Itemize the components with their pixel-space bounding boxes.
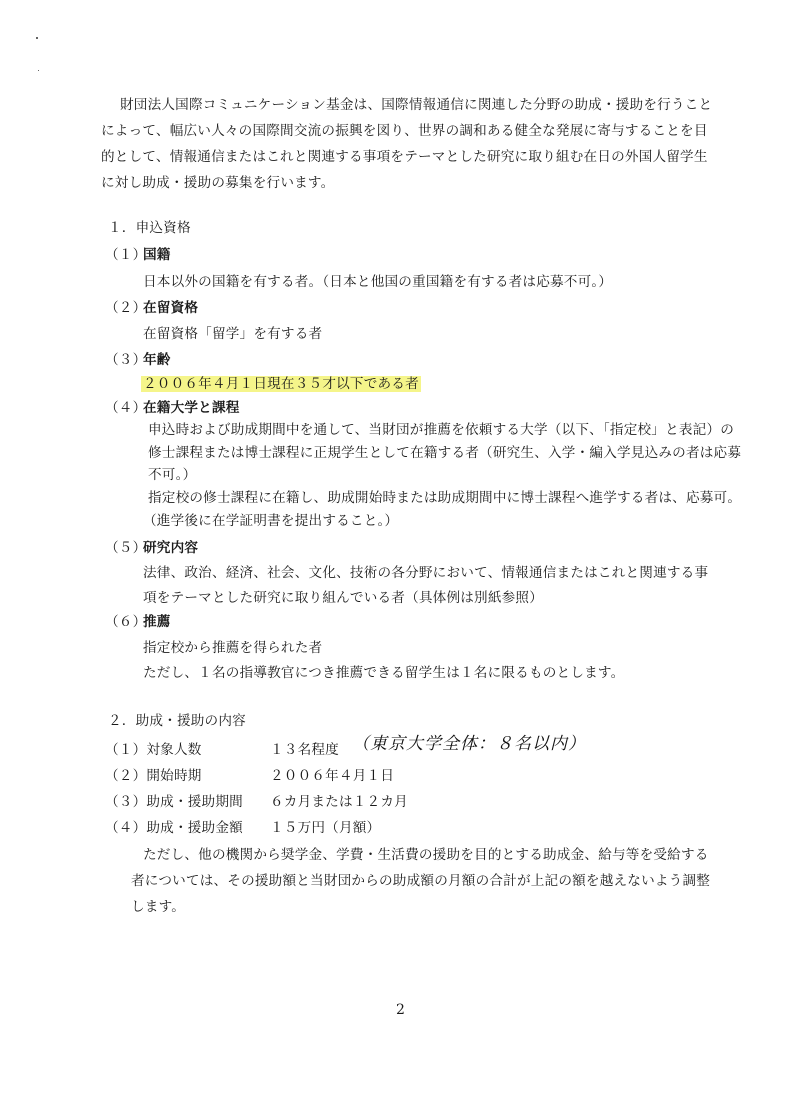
item-body: 項をテーマとした研究に取り組んでいる者（具体例は別紙参照） [143, 590, 544, 606]
intro-line-4: に対し助成・援助の募集を行います。 [101, 175, 335, 191]
note-line: ただし、他の機関から奨学金、学費・生活費の援助を目的とする助成金、給与等を受給する [143, 847, 709, 863]
item-label: （３） [105, 352, 147, 368]
item-label: （４） [105, 400, 147, 416]
scan-speck [36, 37, 38, 39]
row-label: （２）開始時期 [105, 768, 202, 784]
intro-line-3: 的として、情報通信またはこれと関連する事項をテーマとした研究に取り組む在日の外国人留学生 [101, 149, 708, 165]
item-body: 申込時および助成期間中を通して、当財団が推薦を依頼する大学（以下、「指定校」と表記）の [148, 422, 735, 438]
item-label: （５） [105, 540, 147, 556]
row-value: ６カ月または１２カ月 [270, 794, 408, 810]
highlighted-age-text: ２００６年４月１日現在３５才以下である者 [143, 376, 419, 392]
intro-line-2: によって、幅広い人々の国際間交流の振興を図り、世界の調和ある健全な発展に寄与することを目 [101, 123, 708, 139]
handwritten-note: （東京大学全体：８名以内） [352, 734, 586, 754]
item-body: 指定校の修士課程に在籍し、助成開始時または助成期間中に博士課程へ進学する者は、応募可。 [148, 490, 742, 506]
row-label: （３）助成・援助期間 [105, 794, 243, 810]
row-value: １５万円（月額） [270, 820, 381, 836]
item-label: （１） [105, 247, 147, 263]
item-body: 法律、政治、経済、社会、文化、技術の各分野において、情報通信またはこれと関連する事 [143, 565, 709, 581]
item-body: （進学後に在学証明書を提出すること。） [143, 513, 399, 529]
item-title: 年齢 [143, 352, 171, 368]
section1-heading: １．申込資格 [108, 220, 191, 236]
item-body: ただし、１名の指導教官につき推薦できる留学生は１名に限るものとします。 [143, 665, 625, 681]
item-body: 指定校から推薦を得られた者 [143, 640, 323, 656]
item-body: 日本以外の国籍を有する者。（日本と他国の重国籍を有する者は応募不可。） [143, 274, 613, 290]
intro-line-1: 財団法人国際コミュニケーション基金は、国際情報通信に関連した分野の助成・援助を行うこと [120, 97, 713, 113]
item-label: （２） [105, 300, 147, 316]
item-title: 在留資格 [143, 300, 199, 316]
item-title: 研究内容 [143, 540, 199, 556]
item-body: 不可。） [148, 467, 197, 483]
item-title: 推薦 [143, 614, 171, 630]
note-line: します。 [131, 899, 186, 915]
item-title: 在籍大学と課程 [143, 400, 240, 416]
scan-speck [38, 70, 39, 71]
item-title: 国籍 [143, 247, 171, 263]
row-value: １３名程度 [270, 742, 339, 758]
item-body: 修士課程または博士課程に正規学生として在籍する者（研究生、入学・編入学見込みの者は応募 [148, 445, 742, 461]
section2-heading: ２．助成・援助の内容 [108, 713, 246, 729]
row-value: ２００６年４月１日 [270, 768, 395, 784]
note-line: 者については、その援助額と当財団からの助成額の月額の合計が上記の額を越えないよう調整 [131, 873, 711, 889]
item-label: （６） [105, 614, 147, 630]
item-body: 在留資格「留学」を有する者 [143, 326, 323, 342]
page-number: 2 [396, 1002, 406, 1018]
row-label: （４）助成・援助金額 [105, 820, 243, 836]
row-label: （１）対象人数 [105, 742, 202, 758]
